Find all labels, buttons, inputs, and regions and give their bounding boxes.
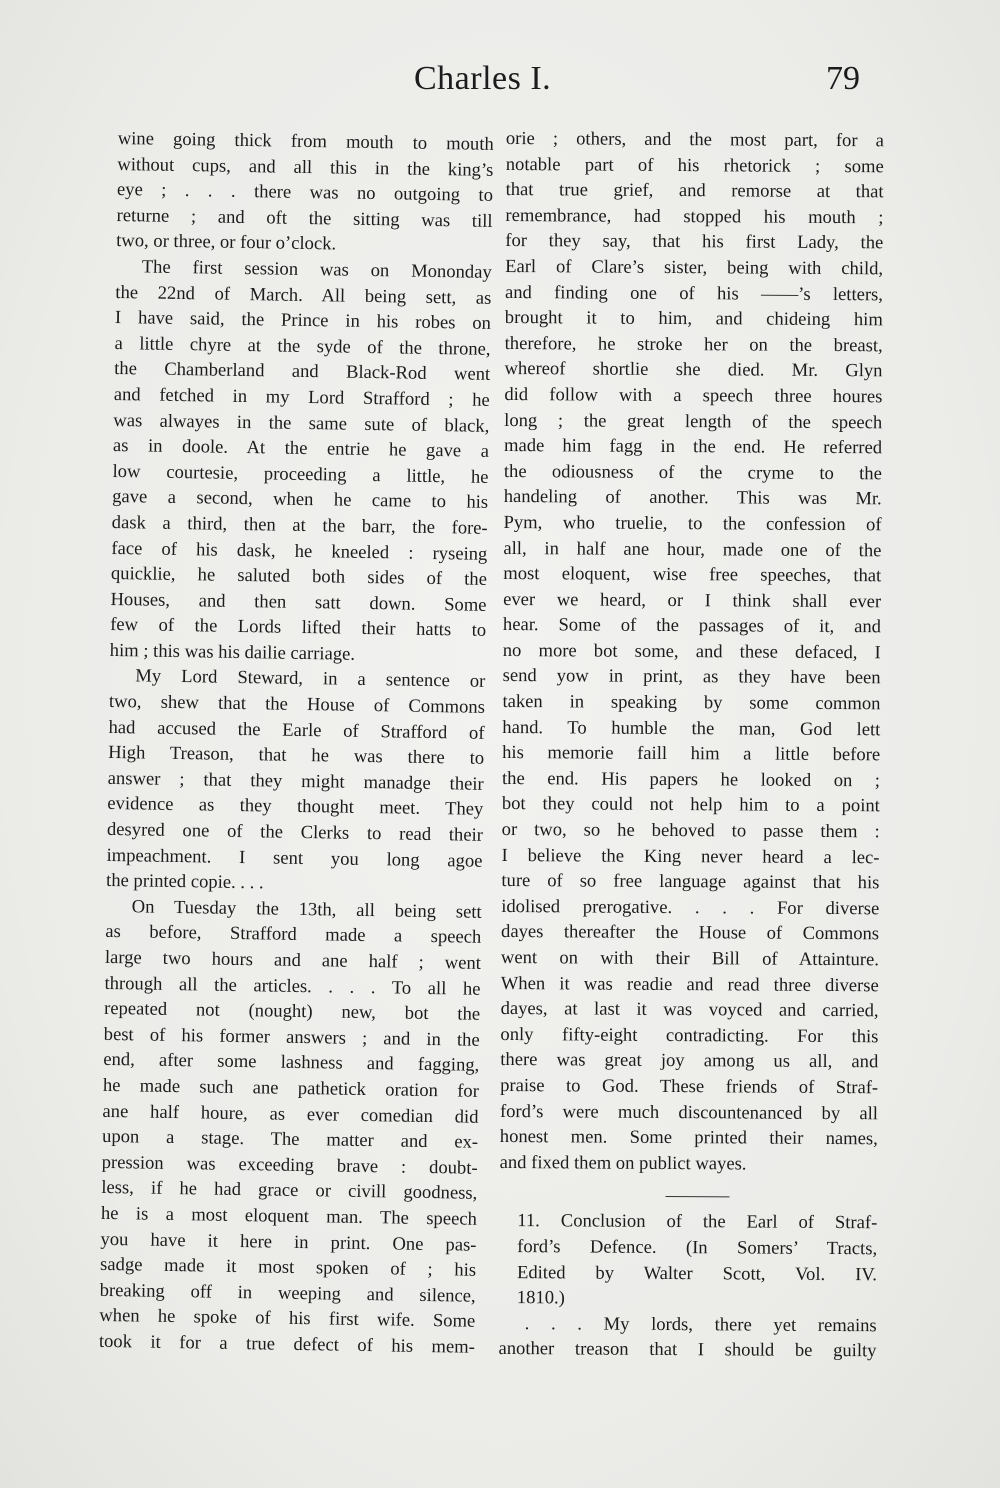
text-line: eye ; . . . there was no outgoing to [116, 179, 494, 207]
text-line: long ; the great length of the speech [504, 409, 883, 433]
text-line: bot they could not help him to a point [501, 793, 880, 817]
text-line: When it was readie and read three diverse [500, 972, 879, 996]
text-line: whereof shortlie she died. Mr. Glyn [504, 358, 883, 382]
text-line: a little chyre at the syde of the throne, [114, 332, 491, 360]
text-line: 1810.) [516, 1287, 565, 1309]
text-line: few of the Lords lifted their hatts to [110, 614, 487, 642]
text-line: hand. To humble the man, God lett [502, 716, 881, 740]
text-line: the printed copie. . . . [105, 870, 264, 894]
text-line: large two hours and ane half ; went [104, 946, 482, 974]
text-line: notable part of his rhetorick ; some [505, 153, 884, 177]
text-line: another treason that I should be guilty [498, 1338, 877, 1362]
text-line: desyred one of the Clerks to read their [106, 818, 484, 846]
text-line: gave a second, when he came to his [112, 486, 489, 514]
text-line: best of his former answers ; and in the [103, 1023, 480, 1051]
text-line: On Tuesday the 13th, all being sett [131, 896, 482, 923]
text-line: repeated not (nought) new, bot the [103, 998, 481, 1025]
text-line: the odiousness of the cryme to the [503, 460, 882, 485]
text-line: you have it here in print. One pas- [100, 1228, 477, 1256]
right-text-column [498, 126, 884, 1364]
text-line: pression was exceeding brave : doubt- [101, 1151, 478, 1179]
text-line: breaking off in weeping and silence, [99, 1279, 476, 1307]
text-line: only fifty-eight contradicting. For this [500, 1023, 879, 1048]
text-line: orie ; others, and the most part, for a [505, 127, 884, 152]
text-line: I have said, the Prince in his robes on [114, 307, 492, 335]
page-number: 79 [826, 60, 860, 97]
text-line: he made such ane pathetick oration for [102, 1074, 480, 1102]
text-line: as in doole. At the entrie he gave a [112, 435, 490, 462]
text-line: ford’s Defence. (In Somers’ Tracts, [517, 1236, 878, 1260]
text-line: send yow in print, as they have been [502, 665, 881, 689]
text-line: and finding one of his ——’s letters, [504, 281, 884, 305]
text-line: answer ; that they might manadge their [107, 767, 484, 795]
text-line: High Treason, that he was there to [107, 742, 485, 770]
text-line: was alwayes in the same sute of black, [113, 409, 490, 437]
text-line: no more bot some, and these defaced, I [502, 639, 881, 664]
text-line: upon a stage. The matter and ex- [101, 1126, 479, 1153]
text-line: evidence as they thought meet. They [107, 793, 484, 821]
text-line: he is a most eloquent man. The speech [100, 1202, 478, 1230]
text-line: remembrance, had stopped his mouth ; [505, 204, 884, 229]
text-line: end, after some lashness and fagging, [103, 1049, 480, 1077]
text-line: dayes thereafter the House of Commons [501, 921, 880, 945]
text-line: all, in half ane hour, made one of the [503, 537, 882, 561]
text-line: that true grief, and remorse at that [505, 179, 884, 203]
text-line: the Chamberland and Black-Rod went [114, 358, 491, 386]
text-line: I believe the King never heard a lec- [501, 844, 880, 868]
text-line: through all the articles. . . . To all he [104, 972, 481, 1000]
text-line: when he spoke of his first wife. Some [99, 1305, 476, 1333]
text-line: less, if he had grace or civill goodness, [101, 1177, 478, 1205]
text-line: quicklie, he saluted both sides of the [110, 563, 488, 590]
text-line: dask a third, then at the barr, the fore- [111, 511, 488, 539]
text-line: Pym, who truelie, to the confession of [503, 511, 882, 536]
text-line: dayes, at last it was voyced and carried, [500, 998, 879, 1022]
text-line: praise to God. These friends of Straf- [500, 1074, 879, 1099]
running-head-title: Charles I. [414, 60, 552, 97]
text-line: impeachment. I sent you long agoe [106, 844, 483, 872]
text-line: honest men. Some printed their names, [499, 1126, 878, 1150]
text-line: had accused the Earle of Strafford of [108, 716, 485, 744]
text-line: My Lord Steward, in a sentence or [135, 665, 486, 693]
left-text-column [99, 126, 494, 1360]
text-line: ford’s were much discountenanced by all [499, 1100, 879, 1124]
text-line: wine going thick from mouth to mouth [117, 127, 494, 155]
text-line: took it for a true defect of his mem- [98, 1330, 476, 1358]
text-line: . . . My lords, there yet remains [524, 1312, 877, 1337]
text-line: or two, so he behoved to passe them : [501, 819, 880, 843]
text-line: there was great joy among us all, and [500, 1049, 879, 1073]
text-line: did follow with a speech three houres [504, 383, 883, 408]
right-column-paragraphs [500, 126, 884, 1178]
text-line: ture of so free language against that his [501, 870, 880, 894]
text-line: taken in speaking by some common [502, 691, 881, 715]
running-head [0, 60, 1000, 110]
text-line: the 22nd of March. All being sett, as [115, 281, 492, 309]
text-line: two, shew that the House of Commons [108, 690, 486, 718]
text-line: ever we heard, or I think shall ever [503, 588, 882, 612]
text-line: for they say, that his first Lady, the [505, 230, 884, 254]
text-line: 11. Conclusion of the Earl of Straf- [517, 1210, 878, 1234]
text-line: his memorie faill him a little before [502, 742, 881, 766]
source-citation-heading [499, 1208, 878, 1313]
text-line: hear. Some of the passages of it, and [502, 614, 882, 638]
text-line: sadge made it most spoken of ; his [99, 1253, 477, 1281]
text-line: handeling of another. This was Mr. [503, 486, 882, 510]
text-line: the end. His papers he looked on ; [501, 767, 881, 792]
text-line: brought it to him, and chideing him [504, 307, 883, 331]
text-line: Houses, and then satt down. Some [110, 588, 487, 616]
text-line: and fetched in my Lord Strafford ; he [113, 383, 490, 411]
text-line: most eloquent, wise free speeches, that [503, 563, 882, 587]
text-line: without cups, and all this in the king’s [117, 153, 494, 181]
text-line: idolised prerogative. . . . For diverse [501, 895, 880, 920]
source-excerpt [498, 1311, 876, 1364]
text-line: Earl of Clare’s sister, being with child, [505, 255, 884, 280]
text-line: two, or three, or four o’clock. [116, 230, 337, 255]
section-divider-rule [665, 1196, 729, 1197]
text-line: face of his dask, he kneeled : ryseing [111, 537, 488, 565]
text-line: went on with their Bill of Attainture. [500, 946, 879, 971]
text-line: made him fagg in the end. He referred [503, 435, 883, 459]
text-line: and fixed them on publict wayes. [499, 1151, 747, 1175]
text-line: him ; this was his dailie carriage. [109, 639, 356, 665]
text-line: The first session was on Mononday [141, 256, 492, 283]
text-line: low courtesie, proceeding a little, he [112, 460, 489, 488]
text-line: ane half houre, as ever comedian did [102, 1100, 479, 1128]
text-line: returne ; and oft the sitting was till [116, 204, 493, 232]
text-line: as before, Strafford made a speech [105, 921, 482, 949]
text-line: therefore, he stroke her on the breast, [504, 332, 883, 357]
text-line: Edited by Walter Scott, Vol. IV. [516, 1261, 878, 1285]
